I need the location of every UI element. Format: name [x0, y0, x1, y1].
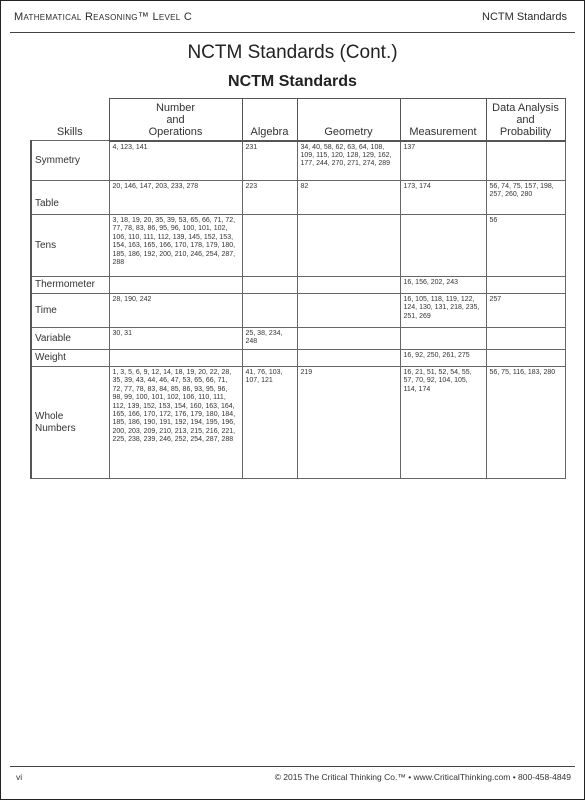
table-row — [31, 350, 565, 367]
table-cell: 25, 38, 234, 248 — [242, 328, 297, 350]
table-cell: 3, 18, 19, 20, 35, 39, 53, 65, 66, 71, 72, 77, 78, 83, 86, 95, 96, 100, 101, 102, 106, 110, 111, 112, 139, 145, 152, 153, 154, 163, 165, 166, 170, 178, 179, 180, 185, 186, 192, 200, 210, 246, 254, 287, 288 — [109, 215, 242, 277]
table-row — [31, 215, 565, 277]
book-title: Mathematical Reasoning™ Level C — [14, 11, 193, 23]
column-header: Data Analysis and Probability — [486, 99, 565, 141]
table-row — [31, 181, 565, 215]
standards-table — [30, 98, 566, 479]
table-cell — [486, 141, 565, 181]
column-header: Geometry — [297, 99, 400, 141]
table-cell — [297, 277, 400, 294]
table-cell: 4, 123, 141 — [109, 141, 242, 181]
table-cell — [242, 277, 297, 294]
table-cell: 34, 40, 58, 62, 63, 64, 108, 109, 115, 120, 128, 129, 162, 177, 244, 270, 271, 274, 289 — [297, 141, 400, 181]
table-cell: 16, 156, 202, 243 — [400, 277, 486, 294]
skill-label: Variable — [31, 328, 109, 350]
table-title: NCTM Standards — [228, 73, 357, 90]
table-cell — [400, 215, 486, 277]
skill-label: Thermometer — [31, 277, 109, 294]
table-cell: 41, 76, 103, 107, 121 — [242, 367, 297, 479]
skill-label: Symmetry — [31, 141, 109, 181]
table-cell — [242, 350, 297, 367]
table-cell: 231 — [242, 141, 297, 181]
page-footer — [10, 766, 575, 787]
page-title: NCTM Standards (Cont.) — [187, 42, 398, 63]
page-header — [10, 6, 575, 33]
table-cell: 223 — [242, 181, 297, 215]
table-cell: 16, 21, 51, 52, 54, 55, 57, 70, 92, 104, 105, 114, 174 — [400, 367, 486, 479]
table-cell — [109, 350, 242, 367]
table-cell — [109, 277, 242, 294]
table-cell: 28, 190, 242 — [109, 294, 242, 328]
skill-label: Time — [31, 294, 109, 328]
table-row — [31, 367, 565, 479]
table-cell: 82 — [297, 181, 400, 215]
table-cell: 1, 3, 5, 6, 9, 12, 14, 18, 19, 20, 22, 28, 35, 39, 43, 44, 46, 47, 53, 65, 66, 71, 72, 77, 78, 83, 84, 85, 86, 93, 95, 96, 98, 99, 100, 101, 102, 106, 110, 111, 112, 139, 152, 153, 154, 160, 163, 164, 165, 166, 170, 172, 176, 179, 180, 184, 185, 186, 190, 191, 192, 194, 195, 196, 200, 203, 209, 210, 213, 215, 216, 221, 225, 238, 239, 246, 252, 254, 287, 288 — [109, 367, 242, 479]
table-cell — [486, 277, 565, 294]
table-cell — [297, 294, 400, 328]
column-header: Algebra — [242, 99, 297, 141]
table-cell: 56, 74, 75, 157, 198, 257, 260, 280 — [486, 181, 565, 215]
table-cell — [297, 215, 400, 277]
section-title: NCTM Standards — [482, 11, 567, 23]
table-cell: 173, 174 — [400, 181, 486, 215]
table-row — [31, 141, 565, 181]
column-header: Number and Operations — [109, 99, 242, 141]
table-cell: 16, 105, 118, 119, 122, 124, 130, 131, 218, 235, 251, 269 — [400, 294, 486, 328]
table-cell — [297, 350, 400, 367]
table-cell: 56 — [486, 215, 565, 277]
table-header-row — [31, 99, 565, 141]
page-number: vi — [16, 772, 23, 782]
table-cell: 16, 92, 250, 261, 275 — [400, 350, 486, 367]
table-cell: 30, 31 — [109, 328, 242, 350]
skill-label: Table — [31, 181, 109, 215]
table-cell — [486, 350, 565, 367]
table-cell: 20, 146, 147, 203, 233, 278 — [109, 181, 242, 215]
table-cell — [242, 294, 297, 328]
table-cell: 219 — [297, 367, 400, 479]
column-header: Measurement — [400, 99, 486, 141]
table-row — [31, 328, 565, 350]
skill-label: Tens — [31, 215, 109, 277]
table-cell: 137 — [400, 141, 486, 181]
skills-header: Skills — [56, 126, 83, 138]
table-row — [31, 294, 565, 328]
skill-label: Whole Numbers — [31, 367, 109, 479]
copyright-line: © 2015 The Critical Thinking Co.™ • www.CriticalThinking.com • 800-458-4849 — [274, 772, 571, 782]
skill-label: Weight — [31, 350, 109, 367]
table-cell: 56, 75, 116, 183, 280 — [486, 367, 565, 479]
table-cell — [400, 328, 486, 350]
table-cell — [242, 215, 297, 277]
table-cell: 257 — [486, 294, 565, 328]
table-cell — [486, 328, 565, 350]
table-cell — [297, 328, 400, 350]
table-row — [31, 277, 565, 294]
